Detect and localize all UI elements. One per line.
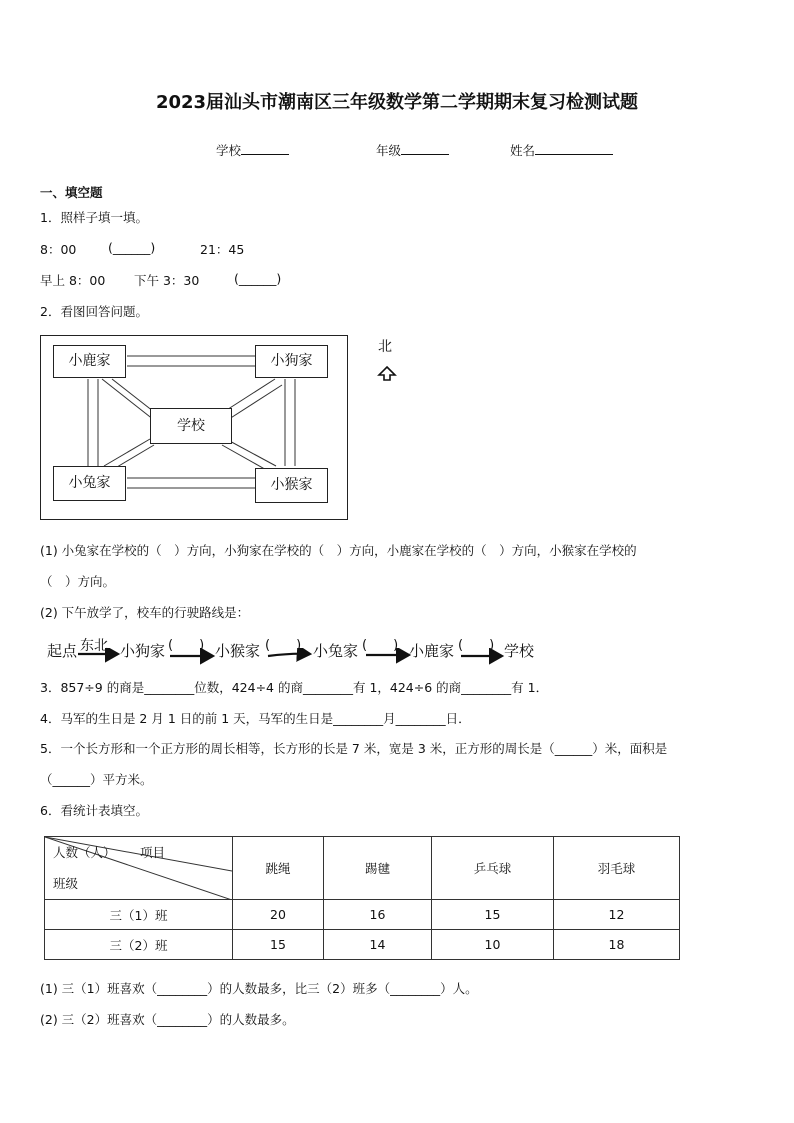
q1-row2-blank[interactable]: (______) [234, 271, 282, 286]
q2-sub1-line1: (1) 小兔家在学校的（ ）方向，小狗家在学校的（ ）方向，小鹿家在学校的（ ）方向，小猴家在学校的 [40, 543, 637, 558]
question-5-line2: （______）平方米。 [40, 772, 153, 787]
route-arrow-3 [268, 654, 310, 656]
corner-count-label: 人数（人） [53, 845, 116, 860]
name-field [510, 141, 613, 159]
node-deer-home: 小鹿家 [53, 345, 126, 378]
route-school: 学校 [504, 642, 535, 660]
route-first-direction: 东北 [80, 638, 108, 654]
table-header: 踢毽 [324, 837, 432, 900]
q1-row1-a: 8：00 [40, 242, 77, 257]
corner-class-label: 班级 [53, 876, 79, 891]
table-cell: 16 [324, 900, 432, 930]
section-heading: 一、填空题 [40, 185, 103, 200]
grade-label: 年级 [376, 143, 402, 158]
q1-row1-b: 21：45 [200, 242, 245, 257]
question-3: 3．857÷9 的商是________位数，424÷4 的商________有 1，424÷6 的商________有 1． [40, 680, 549, 695]
question-1: 1．照样子填一填。 [40, 210, 148, 225]
grade-field [376, 141, 449, 159]
school-blank[interactable] [241, 141, 289, 155]
table-corner-cell [45, 837, 233, 900]
q2-sub1-line2: （ ）方向。 [40, 574, 116, 589]
table-cell: 12 [554, 900, 680, 930]
q1-row2-a: 早上 8：00 [40, 273, 106, 288]
node-school: 学校 [150, 408, 232, 444]
north-label: 北 [378, 339, 392, 355]
q2-sub2: (2) 下午放学了，校车的行驶路线是： [40, 605, 250, 620]
table-header: 跳绳 [233, 837, 324, 900]
route-dog-home: 小狗家 [120, 642, 166, 660]
node-monkey-home: 小猴家 [255, 468, 328, 503]
q1-row1-blank[interactable]: (______) [108, 240, 156, 255]
name-label: 姓名 [510, 143, 536, 158]
table-row [45, 900, 680, 930]
question-2: 2．看图回答问题。 [40, 304, 148, 319]
route-blank-4[interactable]: ( ) [458, 638, 495, 653]
question-6: 6．看统计表填空。 [40, 803, 148, 818]
route-arrows [74, 648, 514, 666]
question-4: 4．马军的生日是 2 月 1 日的前 1 天，马军的生日是________月________日． [40, 711, 471, 726]
table-cell: 14 [324, 930, 432, 960]
row-label: 三（1）班 [45, 900, 233, 930]
table-header: 羽毛球 [554, 837, 680, 900]
question-5-line1: 5．一个长方形和一个正方形的周长相等，长方形的长是 7 米，宽是 3 米，正方形的周长是（______）米，面积是 [40, 741, 668, 756]
route-blank-3[interactable]: ( ) [362, 638, 399, 653]
node-dog-home: 小狗家 [255, 345, 328, 378]
row-label: 三（2）班 [45, 930, 233, 960]
route-deer-home: 小鹿家 [409, 642, 455, 660]
table-header: 乒乓球 [432, 837, 554, 900]
q1-row2-b: 下午 3：30 [134, 273, 200, 288]
route-blank-2[interactable]: ( ) [265, 638, 302, 653]
school-label: 学校 [216, 143, 242, 158]
route-rabbit-home: 小兔家 [313, 642, 359, 660]
stats-table [44, 836, 680, 960]
page-title: 2023届汕头市潮南区三年级数学第二学期期末复习检测试题 [155, 92, 639, 113]
table-cell: 15 [432, 900, 554, 930]
north-arrow-icon [377, 365, 397, 382]
school-field [216, 141, 289, 159]
table-row [45, 930, 680, 960]
q6-sub1: (1) 三（1）班喜欢（________）的人数最多，比三（2）班多（________）人。 [40, 981, 478, 996]
node-rabbit-home: 小兔家 [53, 466, 126, 501]
route-blank-1[interactable]: ( ) [168, 638, 205, 653]
corner-item-label: 项目 [140, 845, 166, 860]
route-monkey-home: 小猴家 [215, 642, 261, 660]
route-start: 起点 [47, 642, 78, 660]
name-blank[interactable] [535, 141, 613, 155]
grade-blank[interactable] [401, 141, 449, 155]
table-cell: 15 [233, 930, 324, 960]
table-cell: 10 [432, 930, 554, 960]
table-cell: 18 [554, 930, 680, 960]
table-cell: 20 [233, 900, 324, 930]
q6-sub2: (2) 三（2）班喜欢（________）的人数最多。 [40, 1012, 295, 1027]
